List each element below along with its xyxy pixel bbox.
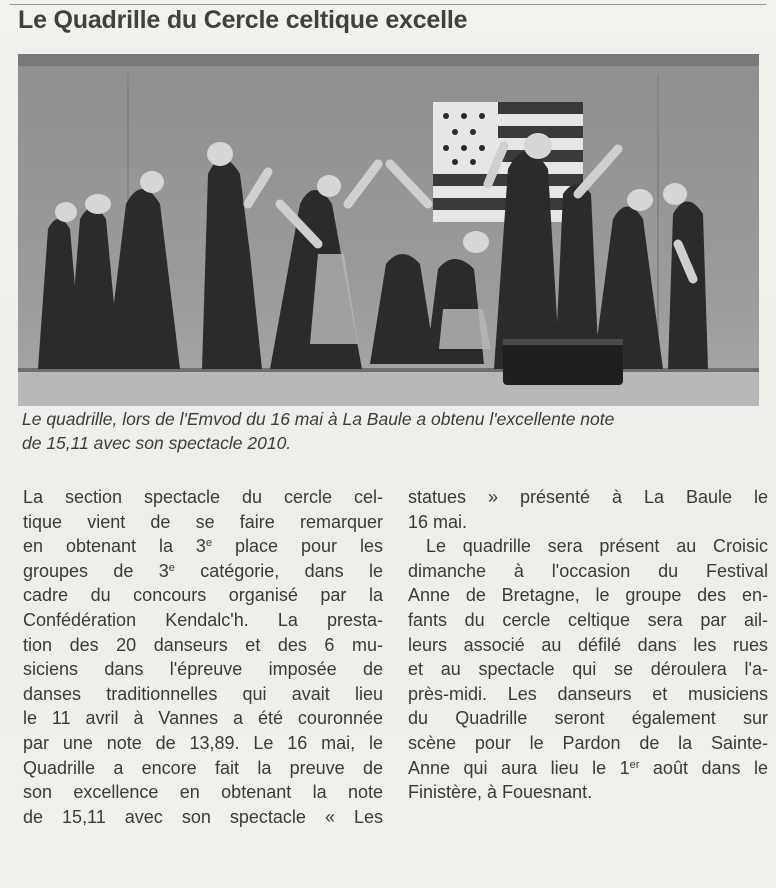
body-line: 16 mai.: [408, 511, 468, 532]
body-line: groupes de 3e catégorie, dans le: [23, 560, 383, 581]
body-line: le 11 avril à Vannes a été couronnée: [23, 708, 383, 729]
body-line: en obtenant la 3e place pour les: [23, 536, 383, 557]
body-line: et au spectacle qui se déroulera l'a-: [408, 659, 768, 680]
photo-caption: [22, 407, 762, 455]
body-column-right: [408, 485, 768, 805]
body-line: de 15,11 avec son spectacle « Les: [23, 806, 383, 827]
body-line: Anne de Bretagne, le groupe des en-: [408, 585, 768, 606]
body-line: siciens dans l'épreuve imposée de: [23, 659, 383, 680]
body-line: La section spectacle du cercle cel-: [23, 487, 383, 507]
headline: Le Quadrille du Cercle celtique excelle: [18, 6, 468, 34]
body-line: par une note de 13,89. Le 16 mai, le: [23, 732, 383, 753]
body-line: fants du cercle celtique sera par ail-: [408, 609, 768, 630]
stage-speaker: [503, 339, 623, 385]
body-line: statues » présenté à La Baule le: [408, 487, 768, 507]
caption-line-2: de 15,11 avec son spectacle 2010.: [22, 433, 292, 453]
body-line: du Quadrille seront également sur: [408, 708, 768, 729]
body-line: dimanche à l'occasion du Festival: [408, 560, 768, 581]
caption-line-1: Le quadrille, lors de l'Emvod du 16 mai à La Baule a obtenu l'excellente note: [22, 409, 615, 429]
body-line: Anne qui aura lieu le 1er août dans le: [408, 757, 768, 778]
body-line: leurs associé au défilé dans les rues: [408, 634, 768, 655]
body-line: tion des 20 danseurs et des 6 mu-: [23, 634, 383, 655]
body-line: Finistère, à Fouesnant.: [408, 782, 593, 803]
top-rule: [10, 4, 766, 5]
body-line: scène pour le Pardon de la Sainte-: [408, 732, 768, 753]
body-line: danses traditionnelles qui avait lieu: [23, 683, 383, 704]
body-line: Confédération Kendalc'h. La presta-: [23, 609, 383, 630]
body-line: Le quadrille sera présent au Croisic: [426, 536, 768, 557]
body-line: près-midi. Les danseurs et musiciens: [408, 683, 768, 704]
body-line: tique vient de se faire remarquer: [23, 511, 383, 532]
body-column-left: [23, 485, 383, 829]
body-line: son excellence en obtenant la note: [23, 782, 383, 803]
body-line: Quadrille a encore fait la preuve de: [23, 757, 383, 778]
body-line: cadre du concours organisé par la: [23, 585, 383, 606]
dancers-photo: [18, 54, 759, 406]
